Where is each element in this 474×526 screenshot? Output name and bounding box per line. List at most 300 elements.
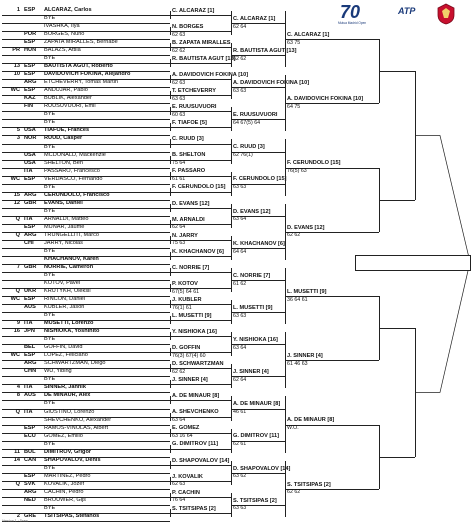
country-code: ESP <box>24 39 36 46</box>
sponsor-crest-icon <box>436 3 456 25</box>
country-code: ITA <box>24 167 33 174</box>
draw-row <box>2 328 170 335</box>
match-winner: E. GOMEZ <box>172 425 200 432</box>
match-winner: C. NORRIE [7] <box>233 272 271 279</box>
country-code: ARG <box>24 191 37 198</box>
country-code: AUS <box>24 392 36 399</box>
match-score: 62 63 <box>172 481 186 488</box>
match-score: 62 61 <box>233 441 247 448</box>
match-winner: J. SINNER [4] <box>233 369 269 376</box>
draw-row <box>2 368 170 375</box>
match-winner: C. ALCARAZ [1] <box>172 7 215 14</box>
draw-row <box>2 352 170 359</box>
player-name: TIAFOE, Frances <box>44 127 90 134</box>
draw-row <box>2 449 170 456</box>
bracket-line <box>285 425 379 426</box>
player-name: MUSETTI, Lorenzo <box>44 320 94 327</box>
country-code: ESP <box>24 7 36 13</box>
draw-row <box>2 95 170 102</box>
player-name: KOTOV, Pavel <box>44 280 81 287</box>
match-score: 62 62 <box>233 55 247 62</box>
match-winner: D. SCHWARTZMAN <box>172 361 224 368</box>
match-score: 61 61 <box>172 176 186 183</box>
match-score: 63 63 <box>172 95 186 102</box>
player-name: BYE <box>44 15 56 22</box>
country-code: ITA <box>24 320 33 327</box>
match-winner: A. DE MINAUR [8] <box>233 401 281 408</box>
bracket-line <box>415 71 416 199</box>
draw-row <box>2 23 170 30</box>
draw-row <box>2 264 170 271</box>
match-winner: A. DE MINAUR [8] <box>287 417 335 424</box>
seed-label: 5 <box>16 127 20 134</box>
seed-label: 4 <box>16 384 20 391</box>
draw-row <box>2 152 170 159</box>
draw-row <box>2 232 170 239</box>
player-name: BYE <box>44 376 56 383</box>
bracket-line <box>170 256 231 257</box>
draw-row <box>2 176 170 183</box>
match-score: 36 64 61 <box>287 296 308 303</box>
country-code: ESP <box>24 63 36 70</box>
country-code: KAZ <box>24 95 36 102</box>
match-winner: J. KOVALIK <box>172 473 203 480</box>
draw-row <box>2 425 170 432</box>
match-winner: T. ETCHEVERRY <box>172 88 216 95</box>
match-score: 67(5) 64 61 <box>172 288 200 295</box>
country-code: ESP <box>24 352 36 359</box>
match-score: 63 62 <box>233 473 247 480</box>
country-code: GRE <box>24 512 37 519</box>
player-name: CERUNDOLO, Francisco <box>44 191 110 198</box>
match-winner: D. SHAPOVALOV [14] <box>172 457 230 464</box>
player-name: BYE <box>44 312 56 319</box>
player-name: VERDASCO, Fernando <box>44 175 103 182</box>
draw-row <box>2 87 170 94</box>
country-code: BEL <box>24 344 36 351</box>
match-score: 62 63 <box>172 79 186 86</box>
player-name: GOMEZ, Emilio <box>44 432 83 439</box>
draw-row <box>2 409 170 416</box>
draw-row <box>2 473 170 480</box>
seed-label: 11 <box>14 448 20 455</box>
player-name: KOVALIK, Jozef <box>44 480 85 487</box>
match-winner: B. SHELTON <box>172 152 206 159</box>
match-winner: D. EVANS [12] <box>233 208 271 215</box>
sponsor-logo-atp <box>398 6 424 20</box>
match-winner: P. CACHIN <box>172 489 200 496</box>
player-name: BORGES, Nuno <box>44 31 85 38</box>
bracket-line <box>379 328 415 329</box>
draw-row <box>2 240 170 247</box>
player-name: BROUWER, Gijs <box>44 496 86 503</box>
player-name: NORRIE, Cameron <box>44 263 94 270</box>
player-name: MARTINEZ, Pedro <box>44 472 91 479</box>
match-winner: A. DAVIDOVICH FOKINA [10] <box>172 72 249 79</box>
draw-row <box>2 127 170 134</box>
draw-row <box>2 192 170 199</box>
country-code: HUN <box>24 47 37 54</box>
match-winner: D. EVANS [12] <box>172 200 210 207</box>
country-code: ECU <box>24 432 36 439</box>
draw-row <box>2 79 170 86</box>
player-name: IVASHKA, Ilya <box>44 23 80 30</box>
match-winner: C. RUUD [3] <box>233 144 265 151</box>
seed-label: Q <box>15 231 20 238</box>
draw-row <box>2 457 170 464</box>
seed-label: 14 <box>13 456 20 463</box>
player-name: DAVIDOVICH FOKINA, Alejandro <box>44 71 131 78</box>
country-code: POR <box>24 31 37 38</box>
seed-label: Q <box>15 480 20 487</box>
seed-label: WC <box>10 352 20 359</box>
match-score: W.O. <box>287 425 299 432</box>
draw-row <box>2 272 170 279</box>
match-winner: Y. NISHIOKA [16] <box>172 329 217 336</box>
country-code: FIN <box>24 103 34 110</box>
draw-row <box>2 465 170 472</box>
match-score: 63 63 <box>233 184 247 191</box>
bracket-line <box>170 320 231 321</box>
match-score: 64 67(5) 64 <box>233 120 261 127</box>
seed-label: Q <box>15 288 20 295</box>
player-name: BAUTISTA AGUT, Roberto <box>44 63 113 70</box>
draw-row <box>2 417 170 424</box>
match-winner: A. DAVIDOVICH FOKINA [10] <box>233 80 310 87</box>
draw-row <box>2 505 170 512</box>
match-winner: D. EVANS [12] <box>287 224 325 231</box>
country-code: NED <box>24 496 36 503</box>
match-winner: E. RUUSUVUORI <box>172 104 217 111</box>
match-winner: J. SINNER [4] <box>287 353 323 360</box>
draw-row <box>2 39 170 46</box>
match-score: 62 64 <box>233 376 247 383</box>
player-name: MUNAR, Jaume <box>44 223 85 230</box>
player-name: RAMOS-VINOLAS, Albert <box>44 424 109 431</box>
country-code: SVK <box>24 480 36 487</box>
player-name: BYE <box>44 247 56 254</box>
player-name: GOFFIN, David <box>44 344 83 351</box>
draw-row <box>2 71 170 78</box>
player-name: CACHIN, Pedro <box>44 488 84 495</box>
country-code: ITA <box>24 215 33 222</box>
match-score: 76(1) 61 <box>172 304 192 311</box>
bracket-line <box>170 144 231 145</box>
player-name: KHACHANOV, Karen <box>44 255 99 262</box>
player-name: BYE <box>44 55 56 62</box>
match-winner: M. ARNALDI <box>172 216 205 223</box>
match-winner: S. TSITSIPAS [2] <box>233 497 277 504</box>
player-name: DE MINAUR, Alex <box>44 392 91 399</box>
match-score: 61 46 63 <box>287 360 308 367</box>
draw-row <box>2 168 170 175</box>
player-name: ALCARAZ, Carlos <box>44 7 92 13</box>
match-winner: N. JARRY <box>172 232 198 239</box>
bracket-line <box>170 384 231 385</box>
bracket-line <box>170 465 231 466</box>
sponsor-atp-text: ATP <box>398 6 416 16</box>
bracket-line <box>170 336 231 337</box>
draw-row <box>2 336 170 343</box>
match-winner: G. DIMITROV [11] <box>233 433 279 440</box>
bracket-line <box>170 63 231 64</box>
bracket-line <box>379 457 415 458</box>
seed-label: WC <box>10 87 20 94</box>
player-name: BYE <box>44 440 56 447</box>
draw-row <box>2 160 170 167</box>
match-winner: A. SHEVCHENKO <box>172 409 219 416</box>
country-code: CHI <box>24 239 34 246</box>
country-code: USA <box>24 151 36 158</box>
draw-row <box>2 288 170 295</box>
match-winner: P. KOTOV <box>172 280 198 287</box>
country-code: ITA <box>24 384 33 391</box>
match-score: 76(5) 63 <box>287 168 307 175</box>
player-name: RUUSUVUORI, Emil <box>44 103 96 110</box>
bracket-line <box>379 71 415 72</box>
country-code: ESP <box>24 223 36 230</box>
match-score: 63 16 64 <box>172 433 193 440</box>
player-name: SCHWARTZMAN, Diego <box>44 360 106 367</box>
match-winner: F. CERUNDOLO [15] <box>233 176 287 183</box>
match-score: 63 63 <box>233 505 247 512</box>
draw-row <box>2 135 170 142</box>
match-score: 64 64 <box>233 248 247 255</box>
match-winner: L. MUSETTI [9] <box>172 312 212 319</box>
player-name: BYE <box>44 119 56 126</box>
player-name: BUBLIK, Alexander <box>44 95 92 102</box>
seed-label: Q <box>15 408 20 415</box>
bracket-line <box>170 127 231 128</box>
draw-row <box>2 489 170 496</box>
match-winner: J. SINNER [4] <box>172 377 208 384</box>
player-name: SHELTON, Ben <box>44 159 83 166</box>
match-winner: A. DAVIDOVICH FOKINA [10] <box>287 96 364 103</box>
draw-row <box>2 31 170 38</box>
player-name: BYE <box>44 464 56 471</box>
match-score: 62 64 <box>233 23 247 30</box>
match-score: 63 64 <box>233 344 247 351</box>
country-code: GBR <box>24 199 37 206</box>
seed-label: WC <box>10 296 20 303</box>
country-code: ESP <box>24 175 36 182</box>
seed-label: 10 <box>13 71 20 78</box>
bracket-line <box>170 513 231 514</box>
final-winner-box <box>355 255 471 271</box>
draw-row <box>2 103 170 110</box>
match-winner: F. PASSARO <box>172 168 206 175</box>
bracket-line <box>170 400 231 401</box>
logo-number: 70 <box>340 2 361 22</box>
country-code: ARG <box>24 488 37 495</box>
player-name: DIMITROV, Grigor <box>44 448 92 455</box>
match-score: 63 64 <box>233 216 247 223</box>
player-name: TRUNGELLITI, Marco <box>44 231 100 238</box>
country-code: ARG <box>24 79 37 86</box>
seed-label: 7 <box>16 263 20 270</box>
country-code: CAN <box>24 456 37 463</box>
match-winner: D. SHAPOVALOV [14] <box>233 465 291 472</box>
draw-row <box>2 144 170 151</box>
match-winner: C. NORRIE [7] <box>172 264 210 271</box>
logo-tagline: Mutua Madrid Open <box>338 21 367 25</box>
match-winner: F. CERUNDOLO [15] <box>287 160 341 167</box>
draw-row <box>2 63 170 70</box>
player-name: SINNER, Jannik <box>44 384 86 391</box>
bracket-line <box>170 449 231 450</box>
draw-row <box>2 216 170 223</box>
match-score: 76 64 <box>172 497 186 504</box>
match-score: 63 75 <box>287 39 301 46</box>
match-winner: F. CERUNDOLO [15] <box>172 184 226 191</box>
match-score: 62 62 <box>172 47 186 54</box>
country-code: USA <box>24 127 36 134</box>
match-score: 62 62 <box>172 368 186 375</box>
draw-row <box>2 392 170 399</box>
draw-row <box>2 344 170 351</box>
match-score: 60 63 <box>172 111 186 118</box>
draw-row <box>2 312 170 319</box>
match-score: 63 64 <box>172 417 186 424</box>
draw-row <box>2 248 170 255</box>
bracket-line <box>415 328 416 456</box>
match-score: 64 75 <box>287 103 301 110</box>
draw-row <box>2 119 170 126</box>
footer-text: Version 1 · Draw <box>2 519 28 523</box>
match-winner: C. ALCARAZ [1] <box>287 31 330 38</box>
bracket-line <box>170 15 231 16</box>
seed-label: 9 <box>16 320 20 327</box>
player-name: BYE <box>44 400 56 407</box>
draw-row <box>2 111 170 118</box>
player-name: TSITSIPAS, Stefanos <box>44 512 100 519</box>
country-code: ARG <box>24 360 37 367</box>
draw-row <box>2 304 170 311</box>
player-name: BYE <box>44 183 56 190</box>
country-code: ESP <box>24 472 36 479</box>
country-code: BUL <box>24 448 36 455</box>
match-winner: B. ZAPATA MIRALLES <box>172 39 231 46</box>
draw-row <box>2 376 170 383</box>
match-winner: E. RUUSUVUORI <box>233 112 278 119</box>
player-name: PASSARO, Francesco <box>44 167 100 174</box>
semifinal-line <box>415 262 470 392</box>
match-winner: F. TIAFOE [5] <box>172 120 207 127</box>
seed-label: Q <box>15 215 20 222</box>
player-name: SHAPOVALOV, Denis <box>44 456 101 463</box>
player-name: ANDUJAR, Pablo <box>44 87 88 94</box>
match-score: 62 63 <box>172 31 186 38</box>
country-code: USA <box>24 159 36 166</box>
seed-label: 2 <box>16 512 20 519</box>
match-score: 63 63 <box>233 312 247 319</box>
player-name: LOPEZ, Feliciano <box>44 352 88 359</box>
draw-row <box>2 400 170 407</box>
player-name: NISHIOKA, Yoshihito <box>44 328 100 335</box>
draw-row <box>2 256 170 263</box>
match-winner: L. MUSETTI [9] <box>287 288 327 295</box>
draw-row <box>2 184 170 191</box>
country-code: ARG <box>24 231 37 238</box>
match-winner: C. ALCARAZ [1] <box>233 15 276 22</box>
draw-row <box>2 280 170 287</box>
draw-row <box>2 433 170 440</box>
player-name: BALAZS, Attila <box>44 47 81 54</box>
draw-row <box>2 224 170 231</box>
player-name: ZAPATA MIRALLES, Bernabe <box>44 39 118 46</box>
match-score: 62 76(1) <box>233 152 253 159</box>
match-winner: Y. NISHIOKA [16] <box>233 337 278 344</box>
match-winner: J. KUBLER <box>172 296 202 303</box>
draw-row <box>2 208 170 215</box>
country-code: ESP <box>24 296 36 303</box>
match-score: 75 63 <box>172 240 186 247</box>
country-code: ESP <box>24 87 36 94</box>
country-code: ESP <box>24 424 36 431</box>
match-winner: G. DIMITROV [11] <box>172 441 218 448</box>
seed-label: 8 <box>16 392 20 399</box>
match-winner: L. MUSETTI [9] <box>233 304 273 311</box>
player-name: RUUD, Casper <box>44 135 83 142</box>
draw-row <box>2 320 170 327</box>
player-name: BYE <box>44 143 56 150</box>
match-winner: R. BAUTISTA AGUT [13] <box>172 56 236 62</box>
seed-label: 15 <box>13 191 20 198</box>
seed-label: 16 <box>13 328 20 335</box>
country-code: UKR <box>24 288 37 295</box>
match-score: 62 62 <box>287 232 301 239</box>
match-score: 62 64 <box>172 224 186 231</box>
draw-row <box>2 55 170 62</box>
draw-row <box>2 47 170 54</box>
player-name: BYE <box>44 111 56 118</box>
player-name: MCDONALD, Mackenzie <box>44 151 106 158</box>
match-winner: S. TSITSIPAS [2] <box>172 505 216 512</box>
bracket-line <box>170 192 231 193</box>
seed-label: 12 <box>13 199 20 206</box>
semifinal-line <box>415 136 470 263</box>
seed-label: WC <box>10 175 20 182</box>
match-score: 63 63 <box>233 87 247 94</box>
player-name: BYE <box>44 336 56 343</box>
country-code: AUS <box>24 304 36 311</box>
player-name: GIUSTINO, Lorenzo <box>44 408 95 415</box>
seed-label: PR <box>12 47 20 54</box>
match-winner: S. TSITSIPAS [2] <box>287 481 331 488</box>
match-winner: K. KHACHANOV [6] <box>233 240 285 247</box>
match-winner: R. BAUTISTA AGUT [13] <box>233 47 297 54</box>
match-winner: C. RUUD [3] <box>172 136 204 143</box>
player-name: ARNALDI, Matteo <box>44 215 89 222</box>
match-winner: N. BORGES <box>172 23 204 30</box>
draw-row <box>2 481 170 488</box>
draw-row <box>2 497 170 504</box>
seed-label: 3 <box>16 135 20 142</box>
player-name: SHEVCHENKO, Alexander <box>44 416 112 423</box>
country-code: ESP <box>24 71 36 78</box>
draw-row <box>2 441 170 448</box>
match-score: 76(3) 67(4) 60 <box>172 352 206 359</box>
player-name: ETCHEVERRY, Tomas Martin <box>44 79 118 86</box>
draw-row <box>2 15 170 22</box>
bracket-line <box>170 272 231 273</box>
player-name: BYE <box>44 504 56 511</box>
country-code: NOR <box>24 135 37 142</box>
draw-row <box>2 296 170 303</box>
player-name: BYE <box>44 271 56 278</box>
country-code: GBR <box>24 263 37 270</box>
bracket-line <box>379 200 415 201</box>
